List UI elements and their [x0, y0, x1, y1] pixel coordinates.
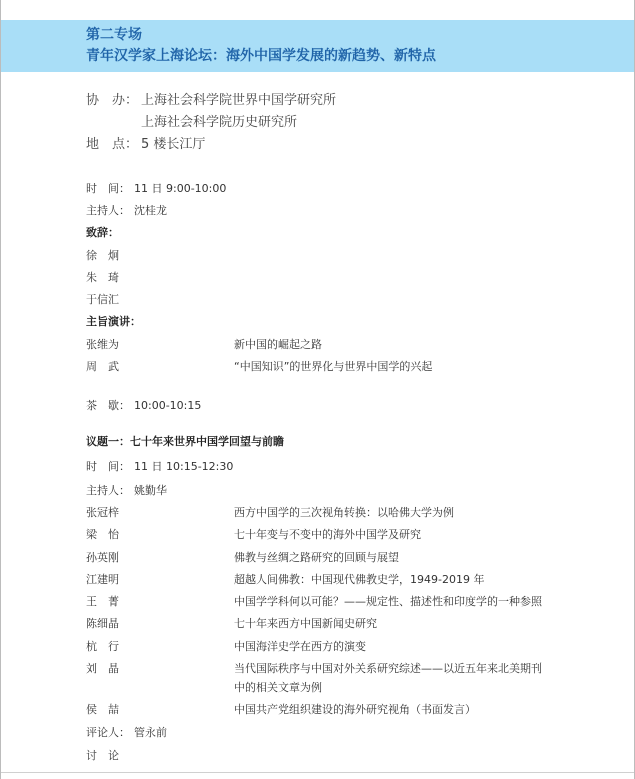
keynote-title: 新中国的崛起之路	[234, 338, 322, 351]
talk-speaker: 陈细晶	[86, 617, 119, 630]
talk-speaker: 江建明	[86, 573, 119, 586]
tea-break-label: 茶 歇：	[86, 399, 130, 412]
topic-time-label: 时 间：	[86, 460, 130, 473]
session-title: 青年汉学家上海论坛：海外中国学发展的新趋势、新特点	[86, 48, 436, 64]
session-label: 第二专场	[86, 27, 142, 43]
keynote-label: 主旨演讲：	[86, 315, 141, 328]
page-bottom-rule	[1, 772, 634, 773]
talk-speaker: 梁 怡	[86, 528, 119, 541]
talk-title: 佛教与丝绸之路研究的回顾与展望	[234, 551, 399, 564]
talk-title: 七十年变与不变中的海外中国学及研究	[234, 528, 421, 541]
topic-host-label: 主持人：	[86, 484, 130, 497]
commentator-label: 评论人：	[86, 726, 130, 739]
talk-title: 七十年来西方中国新闻史研究	[234, 617, 377, 630]
venue-label: 地 点：	[86, 137, 139, 152]
co-organizer-2: 上海社会科学院历史研究所	[141, 115, 298, 130]
speech-speaker: 朱 琦	[86, 271, 119, 284]
keynote-speaker: 周 武	[86, 360, 119, 373]
co-organizer-1: 上海社会科学院世界中国学研究所	[141, 93, 337, 108]
topic-time: 11 日 10:15-12:30	[134, 460, 234, 473]
discussion-label: 讨 论	[86, 749, 119, 762]
keynote-title: “中国知识”的世界化与世界中国学的兴起	[234, 360, 433, 373]
co-organizer-label: 协 办：	[86, 93, 139, 108]
tea-break-time: 10:00-10:15	[134, 399, 202, 412]
talk-title-continued: 中的相关文章为例	[234, 681, 322, 694]
keynote-speaker: 张维为	[86, 338, 119, 351]
opening-host: 沈桂龙	[134, 204, 167, 217]
talk-title: 中国海洋史学在西方的演变	[234, 640, 366, 653]
speech-speaker: 徐 炯	[86, 249, 119, 262]
talk-speaker: 孙英刚	[86, 551, 119, 564]
talk-title: 当代国际秩序与中国对外关系研究综述——以近五年来北美期刊	[234, 662, 542, 675]
session-banner	[1, 20, 634, 72]
talk-speaker: 张冠梓	[86, 506, 119, 519]
talk-speaker: 王 菁	[86, 595, 119, 608]
talk-speaker: 刘 晶	[86, 662, 119, 675]
topic-host: 姚勤华	[134, 484, 167, 497]
talk-speaker: 杭 行	[86, 640, 119, 653]
speech-label: 致辞：	[86, 226, 119, 239]
talk-speaker: 侯 喆	[86, 703, 119, 716]
talk-title: 超越人间佛教：中国现代佛教史学，1949-2019 年	[234, 573, 485, 586]
opening-time: 11 日 9:00-10:00	[134, 182, 227, 195]
talk-title: 西方中国学的三次视角转换：以哈佛大学为例	[234, 506, 454, 519]
topic-heading: 议题一：七十年来世界中国学回望与前瞻	[86, 435, 284, 448]
talk-title: 中国共产党组织建设的海外研究视角（书面发言）	[234, 703, 476, 716]
venue: 5 楼长江厅	[141, 137, 206, 152]
talk-title: 中国学学科何以可能？——规定性、描述性和印度学的一种参照	[234, 595, 542, 608]
opening-host-label: 主持人：	[86, 204, 130, 217]
opening-time-label: 时 间：	[86, 182, 130, 195]
commentator: 管永前	[134, 726, 167, 739]
speech-speaker: 于信汇	[86, 293, 119, 306]
